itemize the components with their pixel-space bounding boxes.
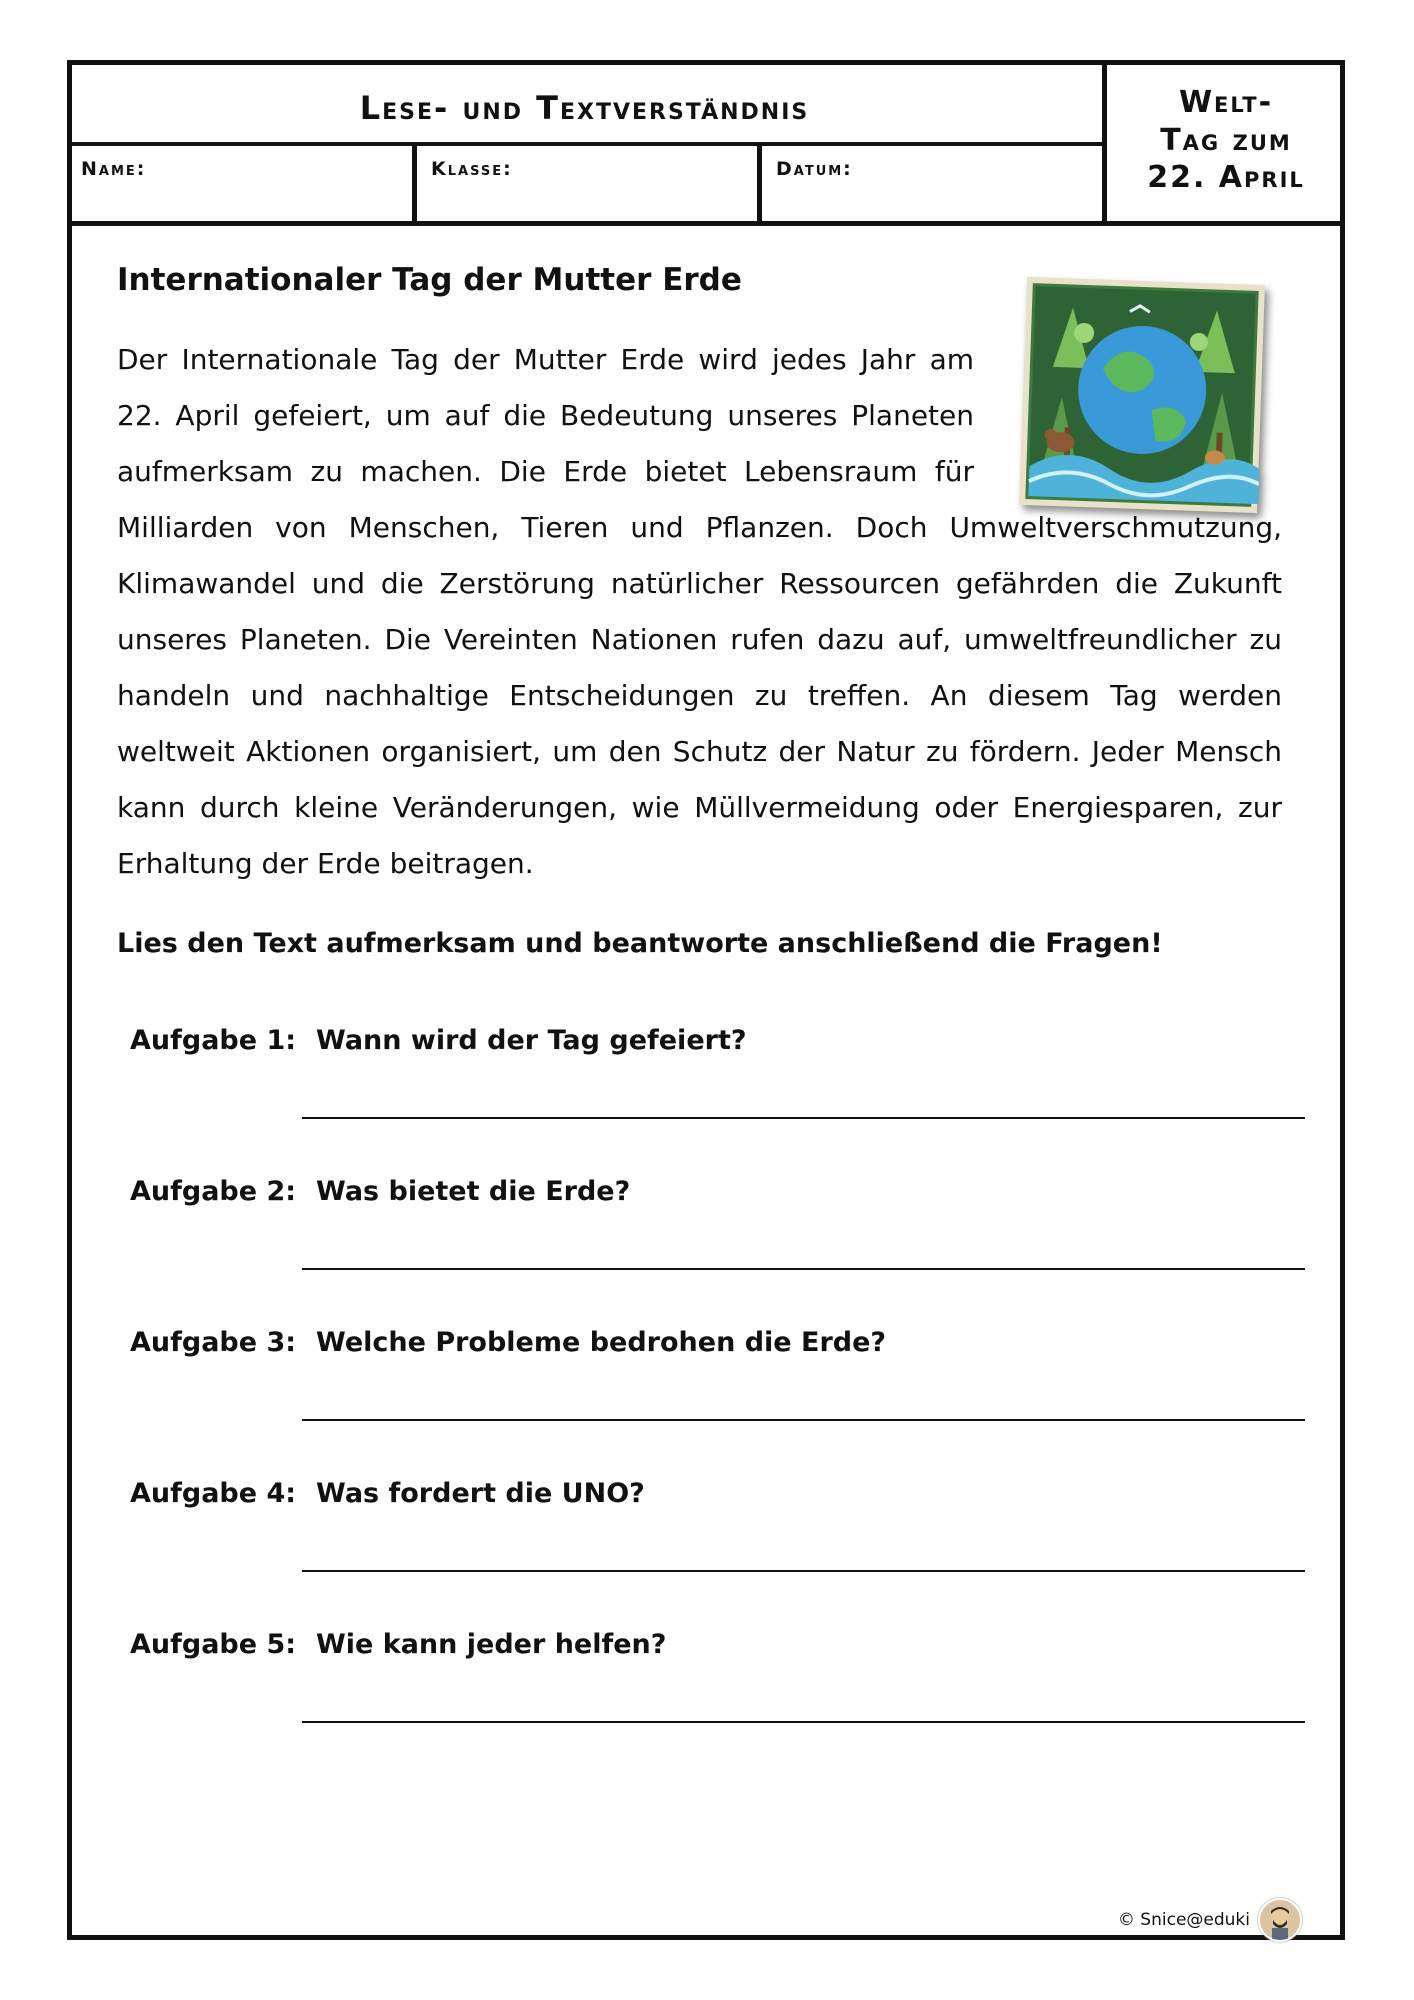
task-5-answer-line[interactable] [302, 1721, 1305, 1723]
task-2-question: Was bietet die Erde? [316, 1176, 631, 1207]
worksheet-title-cell [67, 60, 1107, 146]
worksheet-title: Lese- und Textverständnis [359, 89, 810, 127]
task-4-label: Aufgabe 4: [130, 1478, 297, 1509]
task-3-label: Aufgabe 3: [130, 1327, 297, 1358]
task-1-label: Aufgabe 1: [130, 1025, 297, 1056]
task-2 [130, 1176, 1305, 1326]
world-day-line-2: Tag zum [1160, 122, 1292, 158]
instruction-text: Lies den Text aufmerksam und beantworte anschließend die Fragen! [117, 928, 1163, 959]
name-field[interactable] [67, 146, 417, 226]
article-body-container [117, 332, 1282, 892]
klasse-label: Klasse: [431, 158, 513, 180]
article-body: Der Internationale Tag der Mutter Erde wird jedes Jahr am 22. April gefeiert, um auf die Bedeutung unseres Planeten aufmerksam zu machen. Die Erde bietet Lebensraum für Milliarden von Menschen, Tieren und Pflanzen. Doch Umweltverschmutzung, Klimawandel und die Zerstörung natürlicher Ressourcen gefährden die Zukunft unseres Planeten. Die Vereinten Nationen rufen dazu auf, umweltfreundlicher zu handeln und nachhaltige Entscheidungen zu treffen. An diesem Tag werden weltweit Aktionen organisiert, um den Schutz der Natur zu fördern. Jeder Mensch kann durch kleine Veränderungen, wie Müllvermeidung oder Energiesparen, zur Erhaltung der Erde beitragen. [117, 343, 1282, 880]
world-day-line-1: Welt- [1178, 85, 1274, 121]
task-1 [130, 1025, 1305, 1175]
task-5-label: Aufgabe 5: [130, 1629, 297, 1660]
task-4 [130, 1478, 1305, 1628]
task-5 [130, 1629, 1305, 1779]
task-3-question: Welche Probleme bedrohen die Erde? [316, 1327, 887, 1358]
task-2-answer-line[interactable] [302, 1268, 1305, 1270]
task-2-label: Aufgabe 2: [130, 1176, 297, 1207]
task-3 [130, 1327, 1305, 1477]
copyright-text: © Snice@eduki [1117, 1910, 1250, 1930]
klasse-field[interactable] [417, 146, 762, 226]
task-1-answer-line[interactable] [302, 1117, 1305, 1119]
earth-nature-illustration-icon [1022, 280, 1278, 462]
datum-field[interactable] [762, 146, 1107, 226]
footer [1118, 1898, 1302, 1942]
task-5-question: Wie kann jeder helfen? [316, 1629, 667, 1660]
article-heading: Internationaler Tag der Mutter Erde [117, 262, 742, 298]
author-avatar-icon [1258, 1898, 1302, 1942]
task-4-question: Was fordert die UNO? [316, 1478, 645, 1509]
datum-label: Datum: [776, 158, 853, 180]
world-day-line-3: 22. April [1147, 160, 1305, 196]
name-label: Name: [81, 158, 147, 180]
world-day-box [1107, 60, 1345, 226]
task-4-answer-line[interactable] [302, 1570, 1305, 1572]
task-3-answer-line[interactable] [302, 1419, 1305, 1421]
task-1-question: Wann wird der Tag gefeiert? [316, 1025, 747, 1056]
